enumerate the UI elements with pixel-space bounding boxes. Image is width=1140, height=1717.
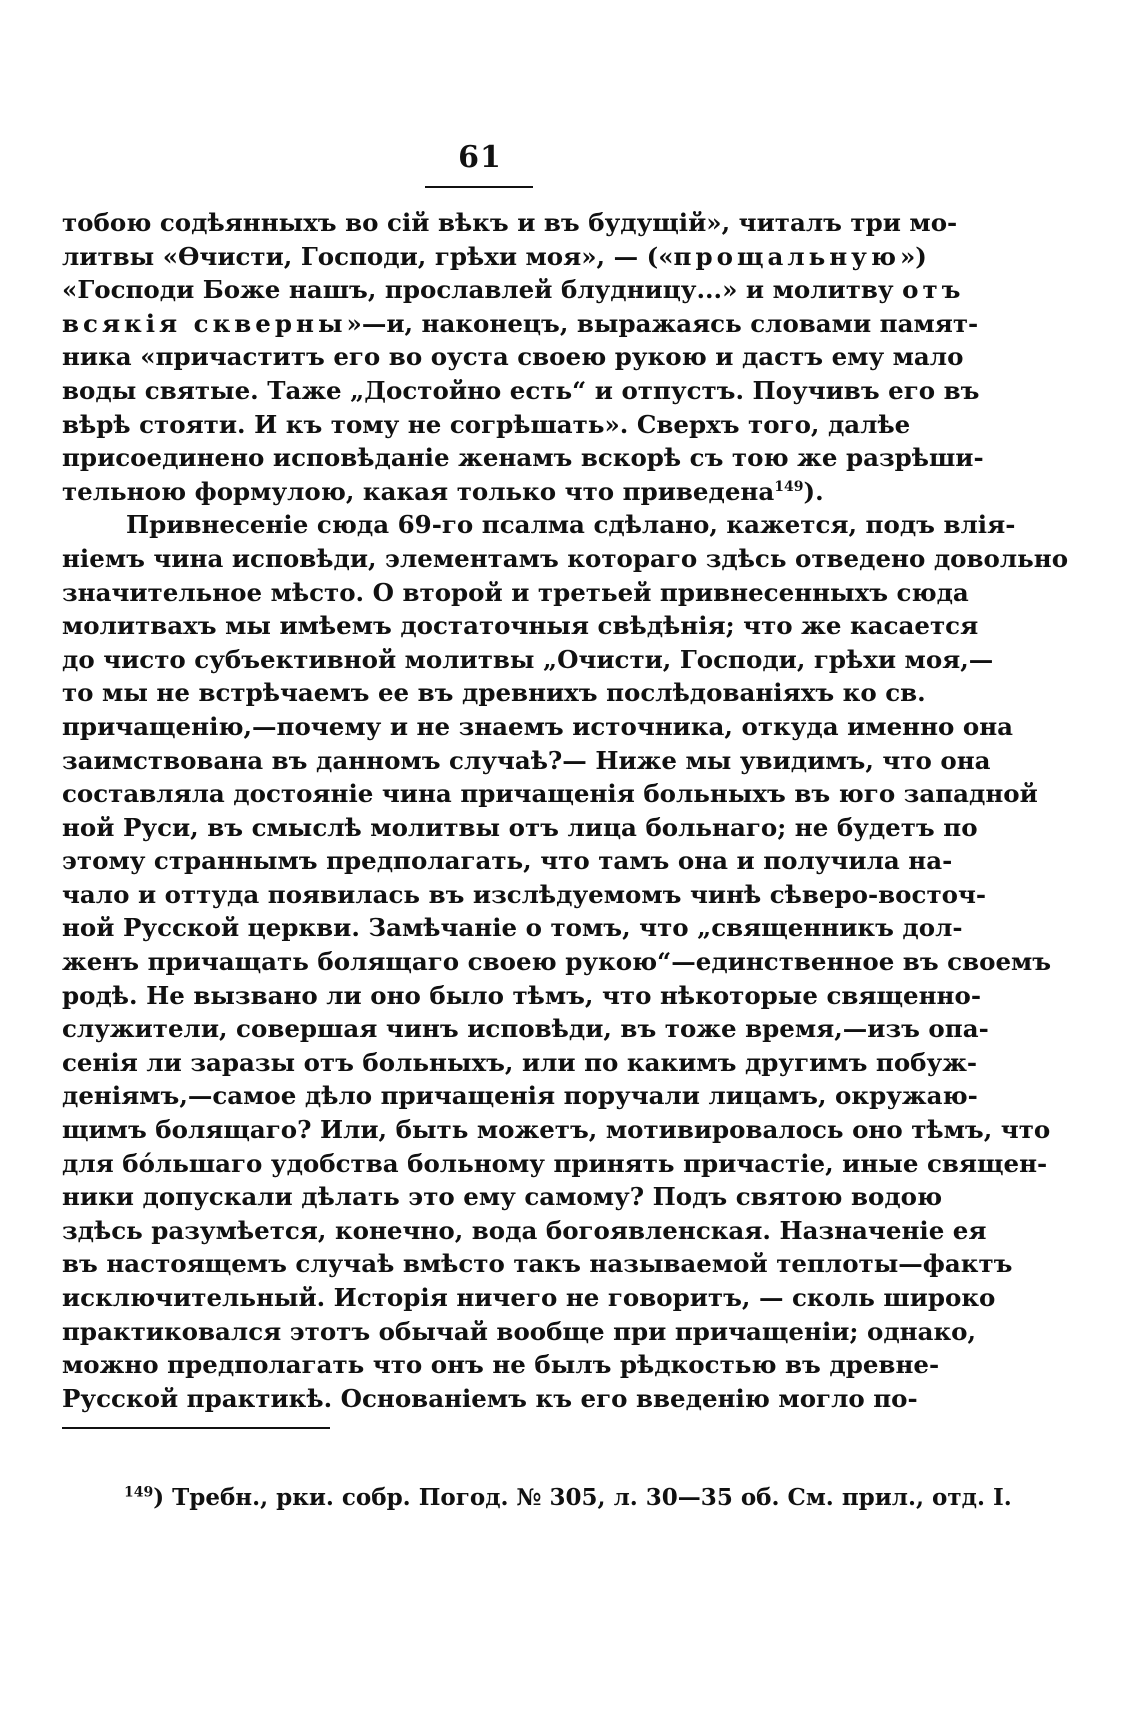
footnote-marker: 149 bbox=[124, 1484, 154, 1501]
line-text: тельною формулою, какая только что приведена bbox=[62, 476, 775, 506]
line-text: «Господи Боже нашъ, прославлей блудницу...» и молитву bbox=[62, 275, 903, 305]
paragraph-2-line-15: родѣ. Не вызвано ли оно было тѣмъ, что нѣкоторые священно- bbox=[62, 980, 982, 1010]
header-rule bbox=[425, 186, 533, 188]
paragraph-2-line-13: ной Русской церкви. Замѣчаніе о томъ, что „священникъ дол- bbox=[62, 913, 963, 943]
paragraph-2-line-24: исключительный. Исторія ничего не говоритъ, — сколь широко bbox=[62, 1283, 996, 1312]
paragraph-2-line-12: чало и оттуда появилась въ изслѣдуемомъ чинѣ сѣверо-восточ- bbox=[62, 879, 987, 909]
paragraph-2-line-6: то мы не встрѣчаемъ ее въ древнихъ послѣдованіяхъ ко св. bbox=[62, 678, 926, 708]
paragraph-2-line-10: ной Руси, въ смыслѣ молитвы отъ лица больнаго; не будетъ по bbox=[62, 812, 978, 842]
paragraph-2-line-16: служители, совершая чинъ исповѣди, въ тоже время,—изъ опа- bbox=[62, 1014, 989, 1044]
paragraph-2-line-5: до чисто субъективной молитвы „Очисти, Господи, грѣхи моя,— bbox=[62, 644, 994, 674]
line-text: ») bbox=[899, 241, 927, 271]
paragraph-2-line-3: значительное мѣсто. О второй и третьей привнесенныхъ сюда bbox=[62, 577, 969, 607]
footnote-rule bbox=[62, 1427, 330, 1429]
paragraph-1-line-3 bbox=[62, 273, 965, 307]
paragraph-2-line-20: для бо́льшаго удобства больному принять причастіе, иные священ- bbox=[62, 1148, 1048, 1178]
footnote bbox=[124, 1484, 1012, 1511]
line-text: ). bbox=[803, 476, 824, 506]
page-number: 61 bbox=[458, 140, 502, 175]
paragraph-2-line-19: щимъ болящаго? Или, быть можетъ, мотивировалось оно тѣмъ, что bbox=[62, 1115, 1051, 1145]
paragraph-2-line-27: Русской практикѣ. Основаніемъ къ его введенію могло по- bbox=[62, 1383, 918, 1413]
paragraph-1-line-9 bbox=[62, 475, 862, 509]
line-text: »—и, наконецъ, выражаясь словами памят- bbox=[346, 308, 979, 338]
paragraph-1-line-2 bbox=[62, 240, 927, 274]
footnote-ref: 149 bbox=[774, 478, 804, 495]
paragraph-2-line-7: причащенію,—почему и не знаемъ источника, откуда именно она bbox=[62, 711, 1014, 741]
body-text bbox=[62, 206, 1069, 1415]
paragraph-2-line-4: молитвахъ мы имѣемъ достаточныя свѣдѣнія; что же касается bbox=[62, 611, 979, 641]
paragraph-2-line-1: Привнесеніе сюда 69-го псалма сдѣлано, кажется, подъ влія- bbox=[126, 510, 1016, 540]
paragraph-2-line-23: въ настоящемъ случаѣ вмѣсто такъ называемой теплоты—фактъ bbox=[62, 1249, 1013, 1279]
paragraph-2-line-2: ніемъ чина исповѣди, элементамъ котораго здѣсь отведено довольно bbox=[62, 543, 1069, 573]
line-text: литвы «Ѳчисти, Господи, грѣхи моя», — (« bbox=[62, 241, 674, 271]
paragraph-2-line-11: этому страннымъ предполагать, что тамъ она и получила на- bbox=[62, 846, 953, 876]
paragraph-1-line-5: ника «причаститъ его во оуста своею рукою и дастъ ему мало bbox=[62, 342, 964, 372]
paragraph-2-line-8: заимствована въ данномъ случаѣ?— Ниже мы увидимъ, что она bbox=[62, 745, 991, 775]
footnote-text: ) Требн., рки. собр. Погод. № 305, л. 30—35 об. См. прил., отд. I. bbox=[153, 1484, 1012, 1511]
paragraph-1-line-4 bbox=[62, 307, 979, 341]
spaced-word: отъ bbox=[902, 275, 965, 305]
paragraph-2-line-9: составляла достояніе чина причащенія больныхъ въ юго западной bbox=[62, 779, 1038, 809]
paragraph-2-line-21: ники допускали дѣлать это ему самому? Подъ святою водою bbox=[62, 1182, 943, 1212]
spaced-word: прощальную bbox=[673, 241, 900, 271]
paragraph-1-line-7: вѣрѣ стояти. И къ тому не согрѣшать». Сверхъ того, далѣе bbox=[62, 409, 911, 439]
paragraph-2-line-26: можно предполагать что онъ не былъ рѣдкостью въ древне- bbox=[62, 1350, 940, 1380]
paragraph-2-line-14: женъ причащать болящаго своею рукою“—единственное въ своемъ bbox=[62, 947, 1052, 977]
paragraph-1-line-6: воды святые. Таже „Достойно есть“ и отпустъ. Поучивъ его въ bbox=[62, 375, 980, 405]
paragraph-1-line-8: присоединено исповѣданіе женамъ вскорѣ съ тою же разрѣши- bbox=[62, 443, 984, 473]
paragraph-2-line-25: практиковался этотъ обычай вообще при причащеніи; однако, bbox=[62, 1316, 977, 1346]
paragraph-1-line-1: тобою содѣянныхъ во сій вѣкъ и въ будущій», читалъ три мо- bbox=[62, 208, 958, 237]
paragraph-2-line-17: сенія ли заразы отъ больныхъ, или по какимъ другимъ побуж- bbox=[62, 1047, 978, 1077]
paragraph-2-line-22: здѣсь разумѣется, конечно, вода богоявленская. Назначеніе ея bbox=[62, 1215, 987, 1245]
paragraph-2-line-18: деніямъ,—самое дѣло причащенія поручали лицамъ, окружаю- bbox=[62, 1081, 978, 1111]
spaced-word: всякія скверны bbox=[62, 308, 347, 338]
